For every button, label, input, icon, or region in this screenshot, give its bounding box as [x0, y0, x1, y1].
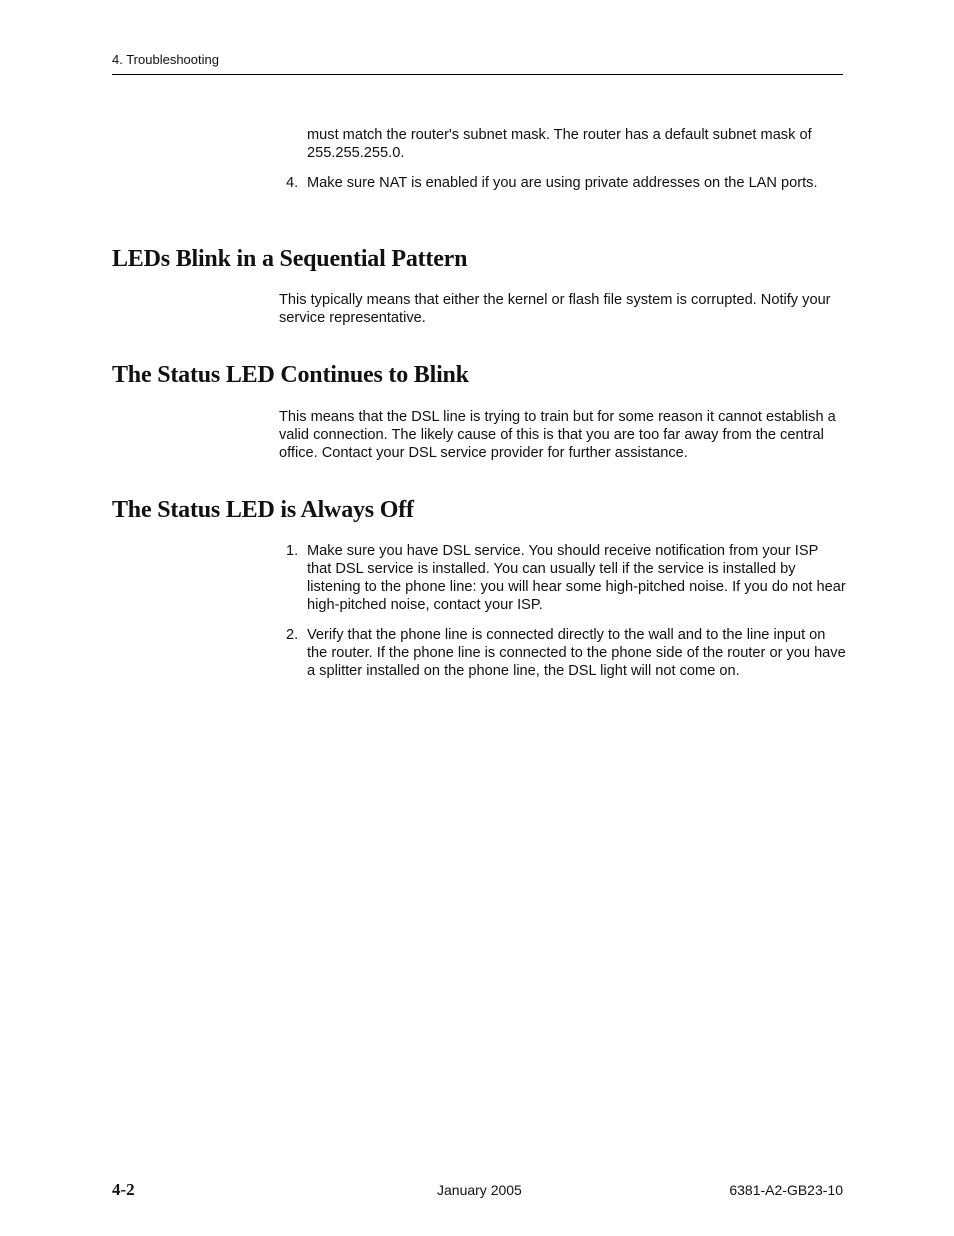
- section-heading-status-off: The Status LED is Always Off: [112, 497, 414, 523]
- list-item-number: 2.: [286, 627, 299, 643]
- publication-date: January 2005: [437, 1182, 522, 1198]
- list-item-text: Make sure NAT is enabled if you are using private addresses on the LAN ports.: [307, 175, 818, 191]
- page-number: 4-2: [112, 1180, 135, 1199]
- section-heading-status-blink: The Status LED Continues to Blink: [112, 362, 469, 388]
- section-body-leds-blink: This typically means that either the kernel or flash file system is corrupted. Notify your service representative.: [279, 292, 831, 326]
- header-rule: [112, 74, 843, 75]
- list-item-text: Make sure you have DSL service. You should receive notification from your ISP that DSL service is installed. You can usually tell if the service is installed by listening to the phone line: you will hear some high-pitched noise. If you do not hear high-pitched noise, contact your ISP.: [307, 543, 846, 613]
- section-body-status-blink: This means that the DSL line is trying to train but for some reason it cannot establish a valid connection. The likely cause of this is that you are too far away from the central office. Contact your DSL service provider for further assistance.: [279, 409, 836, 461]
- list-item-number: 4.: [286, 175, 299, 191]
- section-heading-leds-blink: LEDs Blink in a Sequential Pattern: [112, 246, 468, 272]
- list-item: [286, 174, 846, 192]
- list-item: [286, 542, 846, 614]
- continued-step-text: must match the router's subnet mask. The router has a default subnet mask of 255.255.255.0.: [307, 127, 812, 161]
- list-item-number: 1.: [286, 543, 299, 559]
- list-item-text: Verify that the phone line is connected directly to the wall and to the line input on the router. If the phone line is connected to the phone side of the router or you have a splitter installed on the phone line, the DSL light will not come on.: [307, 627, 846, 679]
- list-item: [286, 626, 846, 680]
- document-number: 6381-A2-GB23-10: [729, 1182, 843, 1198]
- running-head: 4. Troubleshooting: [112, 52, 219, 67]
